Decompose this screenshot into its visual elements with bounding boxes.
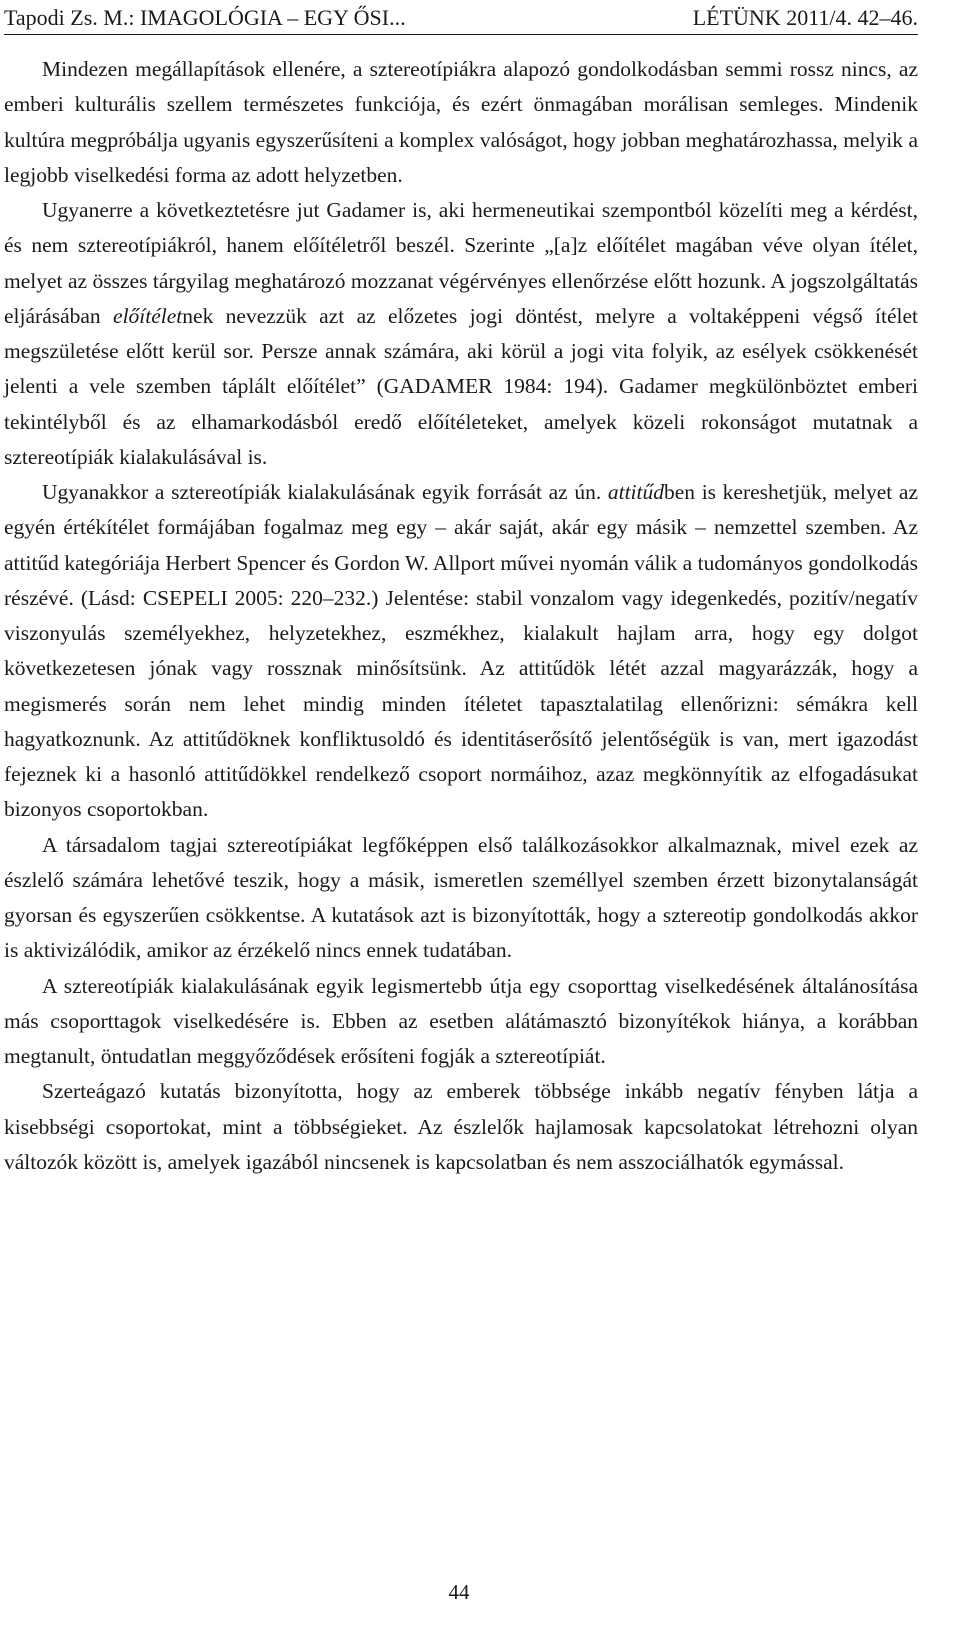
- article-body: [4, 52, 918, 1180]
- text-segment: Szerteágazó kutatás bizonyította, hogy az emberek többsége inkább negatív fényben látja a kisebbségi csoportokat, mint a többségieket. Az észlelők hajlamosak kapcsolatokat létrehozni olyan változók között is, amelyek igazából nincsenek is kapcsolatban és nem asszociálhatók egymással.: [4, 1079, 918, 1174]
- italic-term-eloitelet: előítélet: [113, 303, 183, 328]
- paragraph-5: [4, 969, 918, 1075]
- page-number: 44: [448, 1580, 470, 1604]
- paragraph-1: [4, 52, 918, 193]
- text-segment: Mindezen megállapítások ellenére, a sztereotípiákra alapozó gondolkodásban semmi rossz nincs, az emberi kulturális szellem természetes funkciója, és ezért önmagában morálisan semleges. Mindenik kultúra megpróbálja ugyanis egyszerűsíteni a komplex valóságot, hogy jobban meghatározhassa, melyik a legjobb viselkedési forma az adott helyzetben.: [4, 57, 918, 187]
- text-segment: nek nevezzük azt az előzetes jogi döntést, melyre a voltaképpeni végső ítélet megszületése előtt kerül sor. Persze annak számára, aki körül a jogi vita folyik, az esélyek csökkenését jelenti a vele szemben táplált előítélet” (GADAMER 1984: 194). Gadamer megkülönböztet emberi tekintélyből és az elhamarkodásból eredő előítéleteket, amelyek közeli rokonságot mutatnak a sztereotípiák kialakulásával is.: [4, 303, 918, 469]
- text-segment: Ugyanakkor a sztereotípiák kialakulásának egyik forrását az ún.: [42, 480, 608, 504]
- paragraph-4: [4, 828, 918, 969]
- paragraph-6: [4, 1074, 918, 1180]
- paragraph-2: [4, 193, 918, 475]
- text-segment: A társadalom tagjai sztereotípiákat legfőképpen első találkozásokkor alkalmaznak, mivel ezek az észlelő számára lehetővé teszik, hogy a másik, ismeretlen személlyel szemben érzett bizonytalanságát gyorsan és egyszerűen csökkentse. A kutatások azt is bizonyították, hogy a sztereotip gondolkodás akkor is aktivizálódik, amikor az érzékelő nincs ennek tudatában.: [4, 832, 918, 963]
- header-journal-reference: LÉTÜNK 2011/4. 42–46.: [692, 5, 918, 30]
- italic-term-attitud: attitűd: [607, 480, 665, 504]
- text-segment: Ugyanerre a következtetésre jut Gadamer is, aki hermeneutikai szempontból közelíti meg a kérdést, és nem sztereotípiákról, hanem előítéletről beszél. Szerinte „[a]z előítélet magában véve olyan ítélet, melyet az összes tárgyilag meghatározó mozzanat végérvényes ellenőrzése előtt hozunk. A jogszolgáltatás eljárásában: [4, 198, 918, 328]
- paragraph-3: [4, 475, 918, 828]
- header-author-title: Tapodi Zs. M.: IMAGOLÓGIA – EGY ŐSI...: [4, 5, 406, 30]
- running-header: [4, 6, 918, 35]
- text-segment: A sztereotípiák kialakulásának egyik legismertebb útja egy csoporttag viselkedésének általánosítása más csoporttagok viselkedésére is. Ebben az esetben alátámasztó bizonyítékok hiánya, a korábban megtanult, öntudatlan meggyőződések erősíteni fogják a sztereotípiát.: [4, 973, 918, 1068]
- text-segment: ben is kereshetjük, melyet az egyén értékítélet formájában fogalmaz meg egy – akár saját, akár egy másik – nemzettel szemben. Az attitűd kategóriája Herbert Spencer és Gordon W. Allport művei nyomán válik a tudományos gondolkodás részévé. (Lásd: CSEPELI 2005: 220–232.) Jelentése: stabil vonzalom vagy idegenkedés, pozitív/negatív viszonyulás személyekhez, helyzetekhez, eszmékhez, kialakult hajlam arra, hogy egy dolgot következetesen jónak vagy rossznak minősítsünk. Az attitűdök létét azzal magyarázzák, hogy a megismerés során nem lehet mindig minden ítéletet tapasztalatilag ellenőrizni: sémákra kell hagyatkoznunk. Az attitűdöknek konfliktusoldó és identitáserősítő jelentőségük is van, mert igazodást fejeznek ki a hasonló attitűdökkel rendelkező csoport normáihoz, azaz megkönnyítik az elfogadásukat bizonyos csoportokban.: [4, 480, 918, 822]
